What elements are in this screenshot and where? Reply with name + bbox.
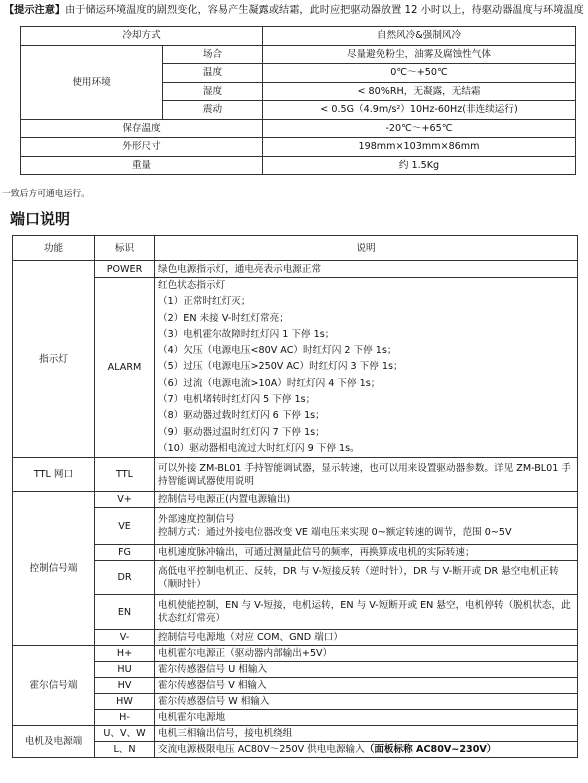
env-row-value: 0℃～+50℃ xyxy=(263,64,576,83)
ln-panel-rating: （面板标称 AC80V~230V） xyxy=(364,744,497,756)
table-row xyxy=(13,726,578,742)
mark-hu: HU xyxy=(95,662,155,678)
alarm-line: （2）EN 未接 V-时红灯常亮； xyxy=(158,312,289,324)
cooling-value: 自然风冷&强制风冷 xyxy=(263,27,576,46)
ve-line: 外部速度控制信号 xyxy=(158,514,235,526)
desc-ln xyxy=(155,742,578,758)
env-row-label: 震动 xyxy=(163,101,263,120)
table-row xyxy=(13,278,578,458)
alarm-line: 红色状态指示灯 xyxy=(158,280,226,291)
env-row-label: 场合 xyxy=(163,45,263,64)
mark-ttl: TTL xyxy=(95,458,155,492)
alarm-line: （9）驱动器过温时红灯闪 7 下停 1s； xyxy=(158,426,325,438)
weight-value: 约 1.5Kg xyxy=(263,156,576,175)
mark-hminus: H- xyxy=(95,710,155,726)
table-row xyxy=(21,156,576,175)
desc-alarm xyxy=(155,278,578,458)
storage-value: -20℃～+65℃ xyxy=(263,119,576,138)
mark-alarm: ALARM xyxy=(95,278,155,458)
table-row xyxy=(13,492,578,508)
mark-ln: L、N xyxy=(95,742,155,758)
desc-power: 绿色电源指示灯，通电亮表示电源正常 xyxy=(155,261,578,278)
after-note: 一致后方可通电运行。 xyxy=(2,189,90,199)
env-row-value: 尽量避免粉尘，油雾及腐蚀性气体 xyxy=(263,45,576,64)
func-hall: 霍尔信号端 xyxy=(13,646,95,726)
env-row-label: 湿度 xyxy=(163,82,263,101)
desc-uvw: 电机三相输出信号，接电机绕组 xyxy=(155,726,578,742)
mark-uvw: U、V、W xyxy=(95,726,155,742)
alarm-line: （1）正常时红灯灭； xyxy=(158,296,251,308)
desc-hw: 霍尔传感器信号 W 相输入 xyxy=(155,694,578,710)
table-row xyxy=(13,742,578,758)
mark-fg: FG xyxy=(95,545,155,561)
weight-label: 重量 xyxy=(21,156,263,175)
desc-en: 电机使能控制，EN 与 V-短接，电机运转，EN 与 V-短断开或 EN 悬空，电机停转（脱机状态，此状态红灯常亮） xyxy=(155,595,578,630)
mark-en: EN xyxy=(95,595,155,630)
table-row xyxy=(21,119,576,138)
desc-vplus: 控制信号电源正(内置电源输出) xyxy=(155,492,578,508)
use-env-label: 使用环境 xyxy=(21,45,163,119)
mark-hw: HW xyxy=(95,694,155,710)
alarm-line: （7）电机堵转时红灯闪 5 下停 1s； xyxy=(158,394,316,406)
header-mark: 标识 xyxy=(95,236,155,261)
table-row xyxy=(13,508,578,545)
env-row-value: < 80%RH，无凝露，无结霜 xyxy=(263,82,576,101)
ports-table xyxy=(12,235,578,758)
table-row xyxy=(21,138,576,157)
table-row xyxy=(13,646,578,662)
mark-dr: DR xyxy=(95,561,155,595)
table-row xyxy=(13,545,578,561)
header-desc: 说明 xyxy=(155,236,578,261)
cooling-label: 冷却方式 xyxy=(21,27,263,46)
table-row xyxy=(13,261,578,278)
table-row xyxy=(13,662,578,678)
desc-hu: 霍尔传感器信号 U 相输入 xyxy=(155,662,578,678)
section-title: 端口说明 xyxy=(10,210,71,228)
environment-table xyxy=(20,26,576,175)
mark-vminus: V- xyxy=(95,630,155,646)
desc-ttl: 可以外接 ZM-BL01 手持智能调试器，显示转速，也可以用来设置驱动器参数。详见 ZM-BL01 手持智能调试器使用说明 xyxy=(155,458,578,492)
func-control: 控制信号端 xyxy=(13,492,95,646)
desc-vminus: 控制信号电源地（对应 COM、GND 端口） xyxy=(155,630,578,646)
notice-text: 由于储运环境温度的剧烈变化，容易产生凝露或结霜，此时应把驱动器放置 12 小时以上，待驱动器温度与环境温度 xyxy=(65,5,584,16)
table-row xyxy=(13,678,578,694)
table-row xyxy=(13,694,578,710)
alarm-line: （3）电机霍尔故障时红灯闪 1 下停 1s； xyxy=(158,328,335,340)
table-row xyxy=(13,630,578,646)
mark-hplus: H+ xyxy=(95,646,155,662)
notice-tag: 【提示注意】 xyxy=(4,5,66,16)
env-row-value: < 0.5G（4.9m/s²）10Hz-60Hz(非连续运行) xyxy=(263,101,576,120)
alarm-line: （5）过压（电源电压>250V AC）时红灯闪 3 下停 1s； xyxy=(158,361,403,373)
storage-label: 保存温度 xyxy=(21,119,263,138)
mark-vplus: V+ xyxy=(95,492,155,508)
table-row xyxy=(13,595,578,630)
size-value: 198mm×103mm×86mm xyxy=(263,138,576,157)
mark-power: POWER xyxy=(95,261,155,278)
ve-line: 控制方式：通过外接电位器改变 VE 端电压来实现 0~额定转速的调节，范围 0~5V xyxy=(158,527,512,539)
ln-text: 交流电源极限电压 AC80V～250V 供电电源输入 xyxy=(158,744,365,756)
table-row xyxy=(13,561,578,595)
env-row-label: 温度 xyxy=(163,64,263,83)
alarm-line: （4）欠压（电源电压<80V AC）时红灯闪 2 下停 1s； xyxy=(158,345,397,357)
table-row xyxy=(21,45,576,64)
alarm-line: （6）过流（电源电流>10A）时红灯闪 4 下停 1s； xyxy=(158,377,381,389)
table-header-row xyxy=(13,236,578,261)
mark-hv: HV xyxy=(95,678,155,694)
table-row xyxy=(13,710,578,726)
desc-ve xyxy=(155,508,578,545)
alarm-line: （8）驱动器过载时红灯闪 6 下停 1s； xyxy=(158,410,325,422)
desc-fg: 电机速度脉冲输出，可通过测量此信号的频率，再换算成电机的实际转速； xyxy=(155,545,578,561)
desc-hplus: 电机霍尔电源正（驱动器内部输出+5V） xyxy=(155,646,578,662)
size-label: 外形尺寸 xyxy=(21,138,263,157)
mark-ve: VE xyxy=(95,508,155,545)
alarm-line: （10）驱动器相电流过大时红灯闪 9 下停 1s。 xyxy=(158,442,360,454)
desc-hminus: 电机霍尔电源地 xyxy=(155,710,578,726)
desc-hv: 霍尔传感器信号 V 相输入 xyxy=(155,678,578,694)
func-motor-power: 电机及电源端 xyxy=(13,726,95,758)
func-indicator: 指示灯 xyxy=(13,261,95,458)
table-row xyxy=(13,458,578,492)
desc-dr: 高低电平控制电机正、反转，DR 与 V-短接反转（逆时针），DR 与 V-断开或 DR 悬空电机正转（顺时针） xyxy=(155,561,578,595)
header-func: 功能 xyxy=(13,236,95,261)
notice-line xyxy=(4,4,588,17)
func-ttl: TTL 网口 xyxy=(13,458,95,492)
table-row xyxy=(21,27,576,46)
